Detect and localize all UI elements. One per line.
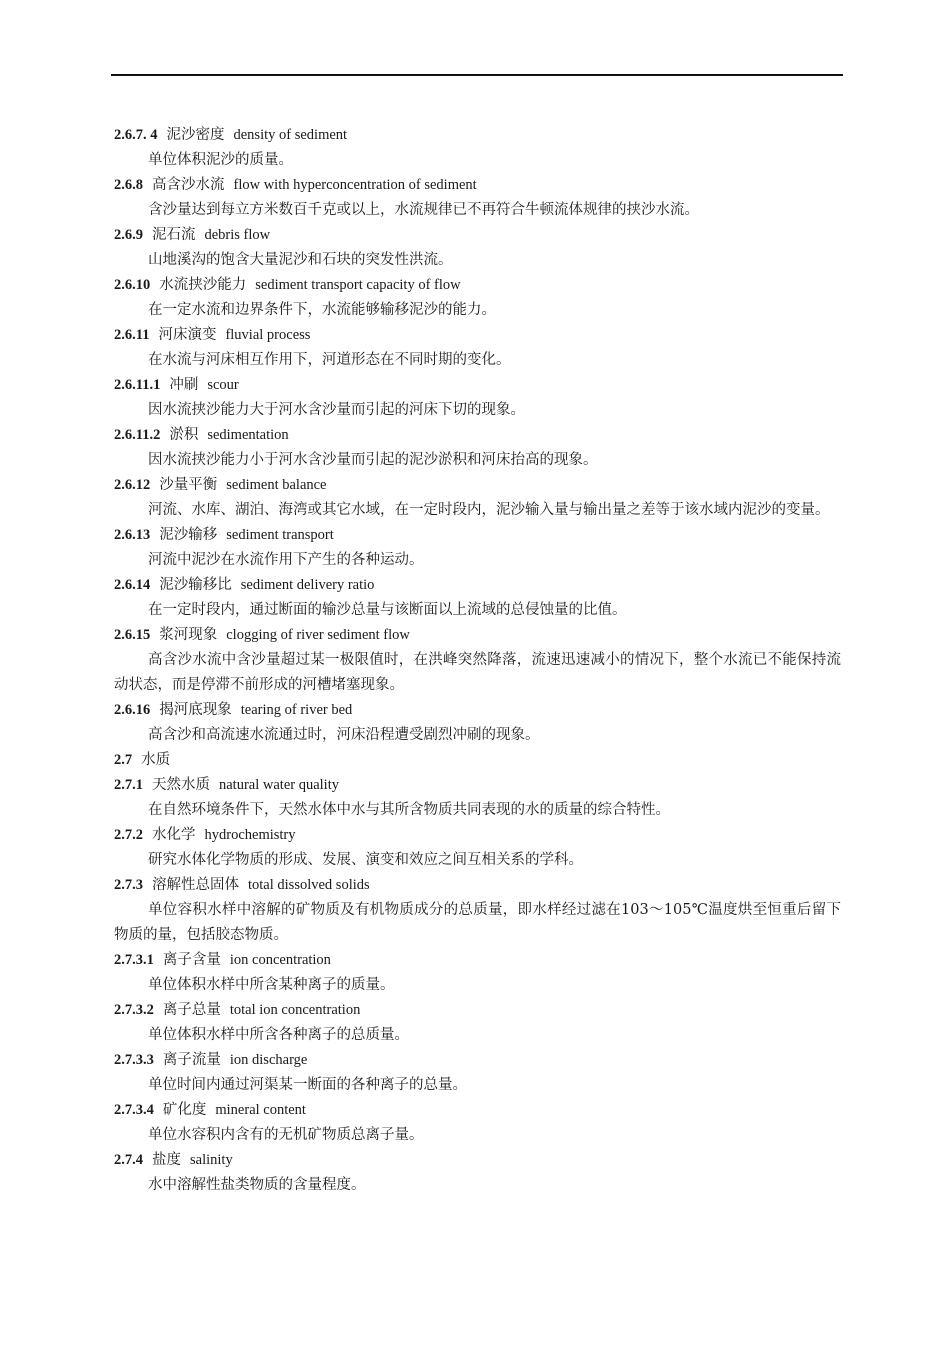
- term-entry: [114, 373, 841, 423]
- term-heading: [114, 273, 841, 298]
- term-chinese: 天然水质: [152, 777, 210, 793]
- term-heading: [114, 323, 841, 348]
- term-entry: [114, 773, 841, 823]
- term-english: sediment transport capacity of flow: [255, 277, 461, 293]
- term-number: 2.6.11.1: [114, 377, 161, 393]
- term-entry: [114, 573, 841, 623]
- term-heading: [114, 423, 841, 448]
- term-heading: [114, 373, 841, 398]
- term-definition: 在一定时段内，通过断面的输沙总量与该断面以上流域的总侵蚀量的比值。: [148, 602, 627, 618]
- term-entry: [114, 173, 841, 223]
- term-english: flow with hyperconcentration of sediment: [233, 177, 477, 193]
- term-english: fluvial process: [225, 327, 311, 343]
- term-english: natural water quality: [219, 777, 339, 793]
- term-chinese: 高含沙水流: [152, 177, 225, 193]
- term-english: mineral content: [215, 1102, 306, 1118]
- term-number: 2.6.14: [114, 577, 151, 593]
- term-heading: [114, 823, 841, 848]
- term-number: 2.7.3: [114, 877, 143, 893]
- term-english: density of sediment: [233, 127, 348, 143]
- term-definition: 山地溪沟的饱含大量泥沙和石块的突发性洪流。: [148, 252, 453, 268]
- term-entry: [114, 948, 841, 998]
- term-entry: [114, 323, 841, 373]
- term-definition: 高含沙水流中含沙量超过某一极限值时，在洪峰突然降落，流速迅速减小的情况下，整个水流已不能保持流动状态，而是停滞不前形成的河槽堵塞现象。: [114, 652, 841, 693]
- term-english: total ion concentration: [229, 1002, 361, 1018]
- term-number: 2.7.1: [114, 777, 143, 793]
- term-english: sedimentation: [207, 427, 289, 443]
- term-number: 2.7: [114, 752, 133, 768]
- term-chinese: 沙量平衡: [159, 477, 218, 493]
- term-number: 2.6.11.2: [114, 427, 161, 443]
- term-number: 2.6.16: [114, 702, 151, 718]
- term-entry: [114, 223, 841, 273]
- term-english: hydrochemistry: [204, 827, 296, 843]
- term-number: 2.6.8: [114, 177, 143, 193]
- term-definition: 河流中泥沙在水流作用下产生的各种运动。: [148, 552, 424, 568]
- term-entry: [114, 423, 841, 473]
- term-heading: [114, 473, 841, 498]
- term-number: 2.7.3.2: [114, 1002, 154, 1018]
- term-entry: [114, 823, 841, 873]
- term-definition: 单位水容积内含有的无机矿物质总离子量。: [148, 1127, 424, 1143]
- term-chinese: 水流挟沙能力: [159, 277, 247, 293]
- term-entry: [114, 873, 841, 948]
- term-definition: 水中溶解性盐类物质的含量程度。: [148, 1177, 366, 1193]
- term-definition: 高含沙和高流速水流通过时，河床沿程遭受剧烈冲刷的现象。: [148, 727, 540, 743]
- term-definition: 因水流挟沙能力大于河水含沙量而引起的河床下切的现象。: [148, 402, 525, 418]
- term-chinese: 泥沙密度: [166, 127, 225, 143]
- term-entry: [114, 698, 841, 748]
- term-number: 2.6.10: [114, 277, 151, 293]
- term-chinese: 离子含量: [162, 952, 221, 968]
- term-english: clogging of river sediment flow: [226, 627, 410, 643]
- term-chinese: 离子流量: [162, 1052, 221, 1068]
- term-chinese: 水化学: [152, 827, 196, 843]
- term-number: 2.6.15: [114, 627, 151, 643]
- term-english: salinity: [190, 1152, 233, 1168]
- term-heading: [114, 623, 841, 648]
- term-definition: 河流、水库、湖泊、海湾或其它水域，在一定时段内，泥沙输入量与输出量之差等于该水域内泥沙的变量。: [148, 502, 830, 518]
- term-definition: 单位体积水样中所含各种离子的总质量。: [148, 1027, 409, 1043]
- term-chinese: 浆河现象: [159, 627, 218, 643]
- term-entry: [114, 748, 841, 773]
- document-body: [114, 123, 841, 1198]
- term-heading: [114, 123, 841, 148]
- term-heading: [114, 748, 841, 773]
- term-chinese: 河床演变: [158, 327, 217, 343]
- term-number: 2.7.4: [114, 1152, 143, 1168]
- term-chinese: 冲刷: [169, 377, 199, 393]
- term-number: 2.6.12: [114, 477, 151, 493]
- term-definition: 在水流与河床相互作用下，河道形态在不同时期的变化。: [148, 352, 511, 368]
- term-english: sediment delivery ratio: [240, 577, 375, 593]
- term-entry: [114, 123, 841, 173]
- term-entry: [114, 1098, 841, 1148]
- term-entry: [114, 998, 841, 1048]
- term-chinese: 泥沙输移比: [159, 577, 232, 593]
- term-definition: 单位时间内通过河渠某一断面的各种离子的总量。: [148, 1077, 467, 1093]
- term-chinese: 淤积: [169, 427, 199, 443]
- term-entry: [114, 1148, 841, 1198]
- term-definition: 研究水体化学物质的形成、发展、演变和效应之间互相关系的学科。: [148, 852, 583, 868]
- term-heading: [114, 948, 841, 973]
- term-chinese: 溶解性总固体: [152, 877, 239, 893]
- term-english: tearing of river bed: [240, 702, 353, 718]
- term-entry: [114, 1048, 841, 1098]
- term-heading: [114, 1098, 841, 1123]
- term-number: 2.7.3.1: [114, 952, 154, 968]
- term-number: 2.6.7. 4: [114, 127, 158, 143]
- term-number: 2.6.9: [114, 227, 143, 243]
- term-entry: [114, 623, 841, 698]
- term-english: sediment balance: [226, 477, 327, 493]
- term-heading: [114, 773, 841, 798]
- term-english: ion concentration: [229, 952, 331, 968]
- term-entry: [114, 523, 841, 573]
- term-english: total dissolved solids: [248, 877, 370, 893]
- term-heading: [114, 173, 841, 198]
- term-definition: 在一定水流和边界条件下，水流能够输移泥沙的能力。: [148, 302, 496, 318]
- term-definition: 在自然环境条件下，天然水体中水与其所含物质共同表现的水的质量的综合特性。: [148, 802, 670, 818]
- term-heading: [114, 1148, 841, 1173]
- term-definition: 单位体积水样中所含某种离子的质量。: [148, 977, 395, 993]
- term-heading: [114, 873, 841, 898]
- term-chinese: 离子总量: [162, 1002, 221, 1018]
- term-chinese: 水质: [141, 752, 171, 768]
- term-definition: 单位容积水样中溶解的矿物质及有机物质成分的总质量，即水样经过滤在103～105℃温度烘至恒重后留下物质的量，包括胶态物质。: [114, 902, 841, 943]
- term-entry: [114, 273, 841, 323]
- term-chinese: 盐度: [152, 1152, 181, 1168]
- term-english: debris flow: [204, 227, 271, 243]
- term-chinese: 矿化度: [162, 1102, 207, 1118]
- term-english: ion discharge: [229, 1052, 308, 1068]
- term-heading: [114, 1048, 841, 1073]
- header-rule: [111, 74, 843, 76]
- term-number: 2.7.3.3: [114, 1052, 154, 1068]
- term-chinese: 揭河底现象: [159, 702, 232, 718]
- term-entry: [114, 473, 841, 523]
- term-number: 2.7.3.4: [114, 1102, 154, 1118]
- term-chinese: 泥沙输移: [159, 527, 218, 543]
- term-heading: [114, 523, 841, 548]
- term-definition: 单位体积泥沙的质量。: [148, 152, 293, 168]
- term-heading: [114, 223, 841, 248]
- term-number: 2.6.11: [114, 327, 150, 343]
- term-heading: [114, 998, 841, 1023]
- term-definition: 含沙量达到每立方米数百千克或以上，水流规律已不再符合牛顿流体规律的挟沙水流。: [148, 202, 699, 218]
- term-number: 2.7.2: [114, 827, 143, 843]
- term-number: 2.6.13: [114, 527, 151, 543]
- term-heading: [114, 698, 841, 723]
- term-english: sediment transport: [226, 527, 334, 543]
- term-english: scour: [207, 377, 239, 393]
- term-chinese: 泥石流: [152, 227, 196, 243]
- term-definition: 因水流挟沙能力小于河水含沙量而引起的泥沙淤积和河床抬高的现象。: [148, 452, 598, 468]
- term-heading: [114, 573, 841, 598]
